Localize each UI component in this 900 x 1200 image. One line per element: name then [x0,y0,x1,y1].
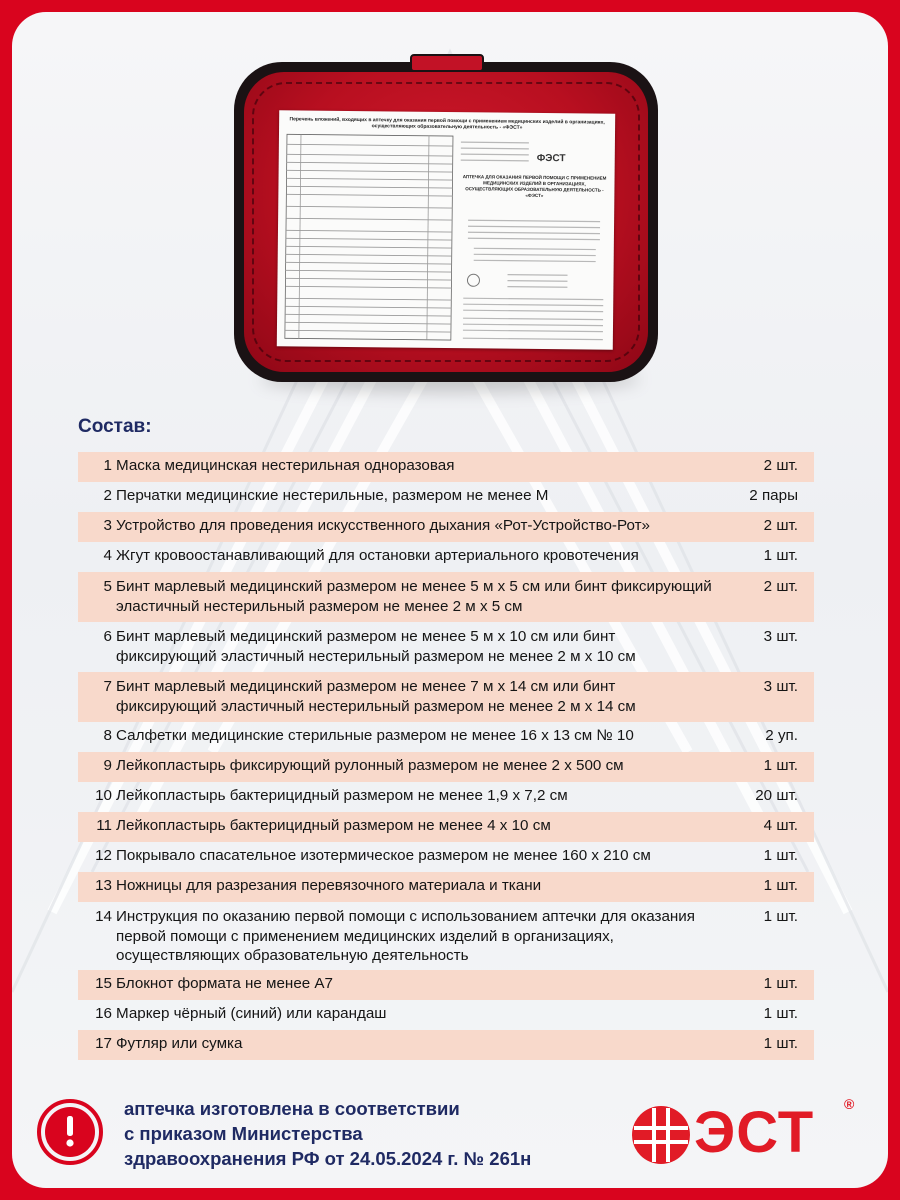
item-number: 5 [103,578,112,595]
table-row [78,572,814,622]
brand-logo [630,1094,870,1174]
brand-cross-icon [630,1104,692,1166]
table-row [78,812,814,842]
table-row [78,782,814,812]
kit-label-subtitle: АПТЕЧКА ДЛЯ ОКАЗАНИЯ ПЕРВОЙ ПОМОЩИ С ПРИМЕНЕНИЕМ МЕДИЦИНСКИХ ИЗДЕЛИЙ В ОРГАНИЗАЦИЯХ, ОСУЩЕСТВЛЯЮЩИХ ОБРАЗОВАТЕЛЬНУЮ ДЕЯТЕЛЬНОСТЬ - «ФЭСТ» [462,174,607,199]
item-name: Бинт марлевый медицинский размером не менее 5 м х 5 см или бинт фиксирующий эластичный нестерильный размером не менее 2 м х 5 см [116,578,712,615]
notice-line-3: здравоохранения РФ от 24.05.2024 г. № 261н [124,1148,532,1169]
item-quantity: 20 шт. [755,787,798,804]
item-quantity: 3 шт. [763,628,798,645]
item-name: Лейкопластырь бактерицидный размером не менее 4 х 10 см [116,817,551,834]
item-quantity: 1 шт. [763,1035,798,1052]
item-number: 17 [95,1035,112,1052]
table-row [78,512,814,542]
composition-table [78,452,814,1060]
brand-logo-text: ЭСТ [694,1100,815,1165]
table-row [78,872,814,902]
item-number: 16 [95,1005,112,1022]
item-quantity: 2 пары [749,487,798,504]
table-row [78,672,814,722]
table-row [78,542,814,572]
item-quantity: 4 шт. [763,817,798,834]
table-row [78,970,814,1000]
item-name: Маска медицинская нестерильная одноразовая [116,457,455,474]
product-card [12,12,888,1188]
kit-label-text-lines [277,110,615,350]
item-quantity: 1 шт. [763,547,798,564]
item-quantity: 1 шт. [763,908,798,925]
item-quantity: 1 шт. [763,975,798,992]
table-row [78,902,814,970]
notice-line-1: аптечка изготовлена в соответствии [124,1098,460,1119]
item-number: 13 [95,877,112,894]
item-number: 2 [103,487,112,504]
item-number: 15 [95,975,112,992]
item-name: Бинт марлевый медицинский размером не менее 5 м х 10 см или бинт фиксирующий эластичный нестерильный размером не менее 2 м х 10 см [116,628,636,665]
item-quantity: 1 шт. [763,877,798,894]
item-quantity: 1 шт. [763,1005,798,1022]
kit-label-title: Перечень вложений, входящих в аптечку для оказания первой помощи с применением медицинских изделий в организациях, осуществляющих образовательную деятельность - «ФЭСТ» [289,116,605,131]
item-number: 1 [103,457,112,474]
item-number: 8 [103,727,112,744]
notice-line-2: с приказом Министерства [124,1123,363,1144]
kit-label-brand: ФЭСТ [536,152,566,165]
table-row [78,1000,814,1030]
first-aid-kit-photo [230,48,662,400]
item-quantity: 2 уп. [765,727,798,744]
table-row [78,752,814,782]
item-name: Ножницы для разрезания перевязочного материала и ткани [116,877,542,894]
item-number: 4 [103,547,112,564]
item-name: Салфетки медицинские стерильные размером не менее 16 х 13 см № 10 [116,727,634,744]
item-number: 3 [103,517,112,534]
item-name: Блокнот формата не менее А7 [116,975,334,992]
item-number: 11 [96,817,112,834]
item-quantity: 2 шт. [763,578,798,595]
item-name: Инструкция по оказанию первой помощи с использованием аптечки для оказания первой помощи с применением медицинских изделий в организациях, осуществляющих образовательную деятельность [116,908,695,964]
item-number: 14 [95,908,112,925]
brand-logo-registered: ® [844,1096,855,1112]
table-row [78,482,814,512]
item-name: Покрывало спасательное изотермическое размером не менее 160 х 210 см [116,847,651,864]
kit-label [277,110,615,350]
item-name: Бинт марлевый медицинский размером не менее 7 м х 14 см или бинт фиксирующий эластичный нестерильный размером не менее 2 м х 14 см [116,678,636,715]
item-quantity: 3 шт. [763,678,798,695]
table-row [78,452,814,482]
item-quantity: 2 шт. [763,457,798,474]
item-name: Жгут кровоостанавливающий для остановки артериального кровотечения [116,547,639,564]
item-number: 6 [103,628,112,645]
composition-title: Состав: [78,416,152,437]
table-row [78,722,814,752]
item-name: Футляр или сумка [116,1035,243,1052]
item-name: Устройство для проведения искусственного дыхания «Рот-Устройство-Рот» [116,517,650,534]
item-quantity: 1 шт. [763,757,798,774]
item-quantity: 1 шт. [763,847,798,864]
item-number: 9 [103,757,112,774]
item-name: Маркер чёрный (синий) или карандаш [116,1005,387,1022]
notice-text [124,1096,604,1171]
table-row [78,842,814,872]
table-row [78,622,814,672]
item-quantity: 2 шт. [763,517,798,534]
item-number: 7 [103,678,112,695]
item-name: Лейкопластырь бактерицидный размером не менее 1,9 х 7,2 см [116,787,568,804]
kit-handle [410,54,484,72]
exclamation-circle-icon [36,1098,104,1166]
item-number: 10 [95,787,112,804]
table-row [78,1030,814,1060]
item-name: Перчатки медицинские нестерильные, размером не менее М [116,487,549,504]
item-number: 12 [95,847,112,864]
item-name: Лейкопластырь фиксирующий рулонный размером не менее 2 х 500 см [116,757,624,774]
